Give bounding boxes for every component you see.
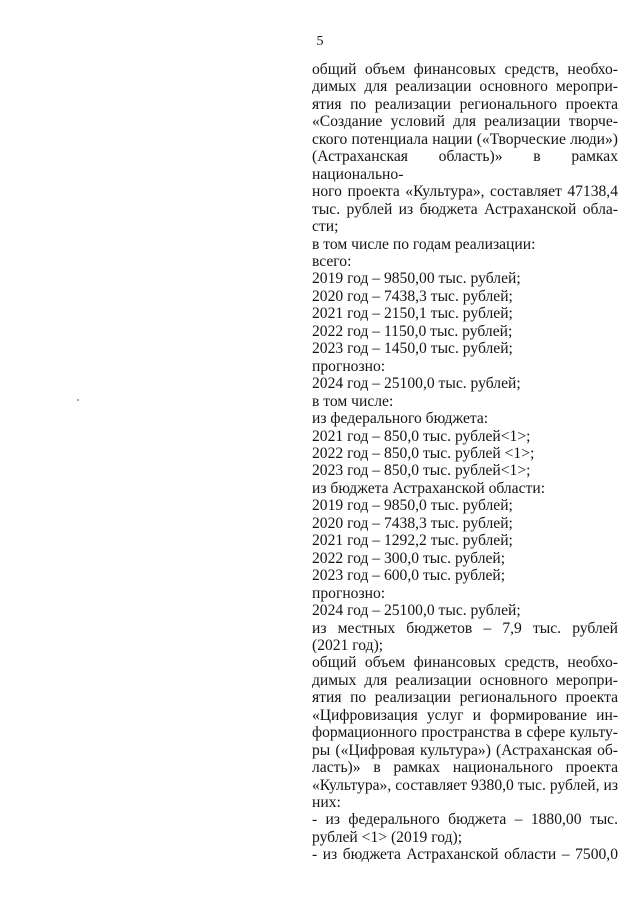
- text-line: 2021 год – 850,0 тыс. рублей<1>;: [312, 427, 531, 445]
- text-line: тыс. рублей из бюджета Астраханской обла-: [312, 200, 618, 218]
- text-line: в том числе по годам реализации:: [312, 235, 536, 253]
- text-line: димых для реализации основного меропри-: [312, 78, 618, 96]
- text-line: (Астраханская область)» в рамках национально-: [312, 148, 618, 183]
- text-line: ского потенциала нации («Творческие люди»): [312, 130, 618, 148]
- text-line: ного проекта «Культура», составляет 47138,4: [312, 183, 618, 201]
- text-line: ры («Цифровая культура») (Астраханская об-: [312, 741, 618, 759]
- text-line: общий объем финансовых средств, необхо-: [312, 61, 618, 78]
- text-line: 2021 год – 2150,1 тыс. рублей;: [312, 305, 513, 323]
- text-line: прогнозно:: [312, 584, 386, 602]
- text-line: них:: [312, 794, 341, 812]
- text-line: 2019 год – 9850,0 тыс. рублей;: [312, 497, 513, 515]
- text-line: 2022 год – 850,0 тыс. рублей <1>;: [312, 444, 535, 462]
- text-line: 2024 год – 25100,0 тыс. рублей;: [312, 375, 521, 393]
- text-line: ласть)» в рамках национального проекта: [312, 759, 618, 777]
- text-line: 2019 год – 9850,00 тыс. рублей;: [312, 270, 521, 288]
- text-line: 2023 год – 850,0 тыс. рублей<1>;: [312, 462, 531, 480]
- text-line: «Цифровизация услуг и формирование ин-: [312, 706, 618, 724]
- document-text-column: [312, 61, 618, 864]
- text-line: 2022 год – 300,0 тыс. рублей;: [312, 549, 506, 567]
- text-line: прогнозно:: [312, 357, 386, 375]
- text-line: из федерального бюджета:: [312, 410, 489, 428]
- text-line: (2021 год);: [312, 636, 384, 654]
- text-line: 2020 год – 7438,3 тыс. рублей;: [312, 514, 513, 532]
- text-line: ятия по реализации регионального проекта: [312, 95, 618, 113]
- page-number: 5: [316, 34, 324, 49]
- text-line: 2023 год – 1450,0 тыс. рублей;: [312, 340, 513, 358]
- text-line: из бюджета Астраханской области:: [312, 479, 546, 497]
- text-line: рублей <1> (2019 год);: [312, 828, 463, 846]
- text-line: ятия по реализации регионального проекта: [312, 689, 618, 707]
- text-line: сти;: [312, 218, 339, 236]
- text-line: - из федерального бюджета – 1880,00 тыс.: [312, 811, 618, 829]
- text-line: общий объем финансовых средств, необхо-: [312, 654, 618, 672]
- text-line: 2022 год – 1150,0 тыс. рублей;: [312, 322, 513, 340]
- text-line: «Культура», составляет 9380,0 тыс. рублей, из: [312, 776, 618, 794]
- text-line: 2023 год – 600,0 тыс. рублей;: [312, 567, 506, 585]
- text-line: димых для реализации основного меропри-: [312, 671, 618, 689]
- text-line: «Создание условий для реализации творче-: [312, 113, 618, 131]
- text-line: 2020 год – 7438,3 тыс. рублей;: [312, 287, 513, 305]
- text-line: формационного пространства в сфере культу-: [312, 724, 618, 742]
- text-line: всего:: [312, 252, 352, 270]
- text-line: в том числе:: [312, 392, 394, 410]
- text-line: из местных бюджетов – 7,9 тыс. рублей: [312, 619, 618, 637]
- scan-speck: [77, 399, 79, 401]
- text-line: - из бюджета Астраханской области – 7500,0: [312, 846, 618, 864]
- text-line: 2021 год – 1292,2 тыс. рублей;: [312, 532, 513, 550]
- text-line: 2024 год – 25100,0 тыс. рублей;: [312, 602, 521, 620]
